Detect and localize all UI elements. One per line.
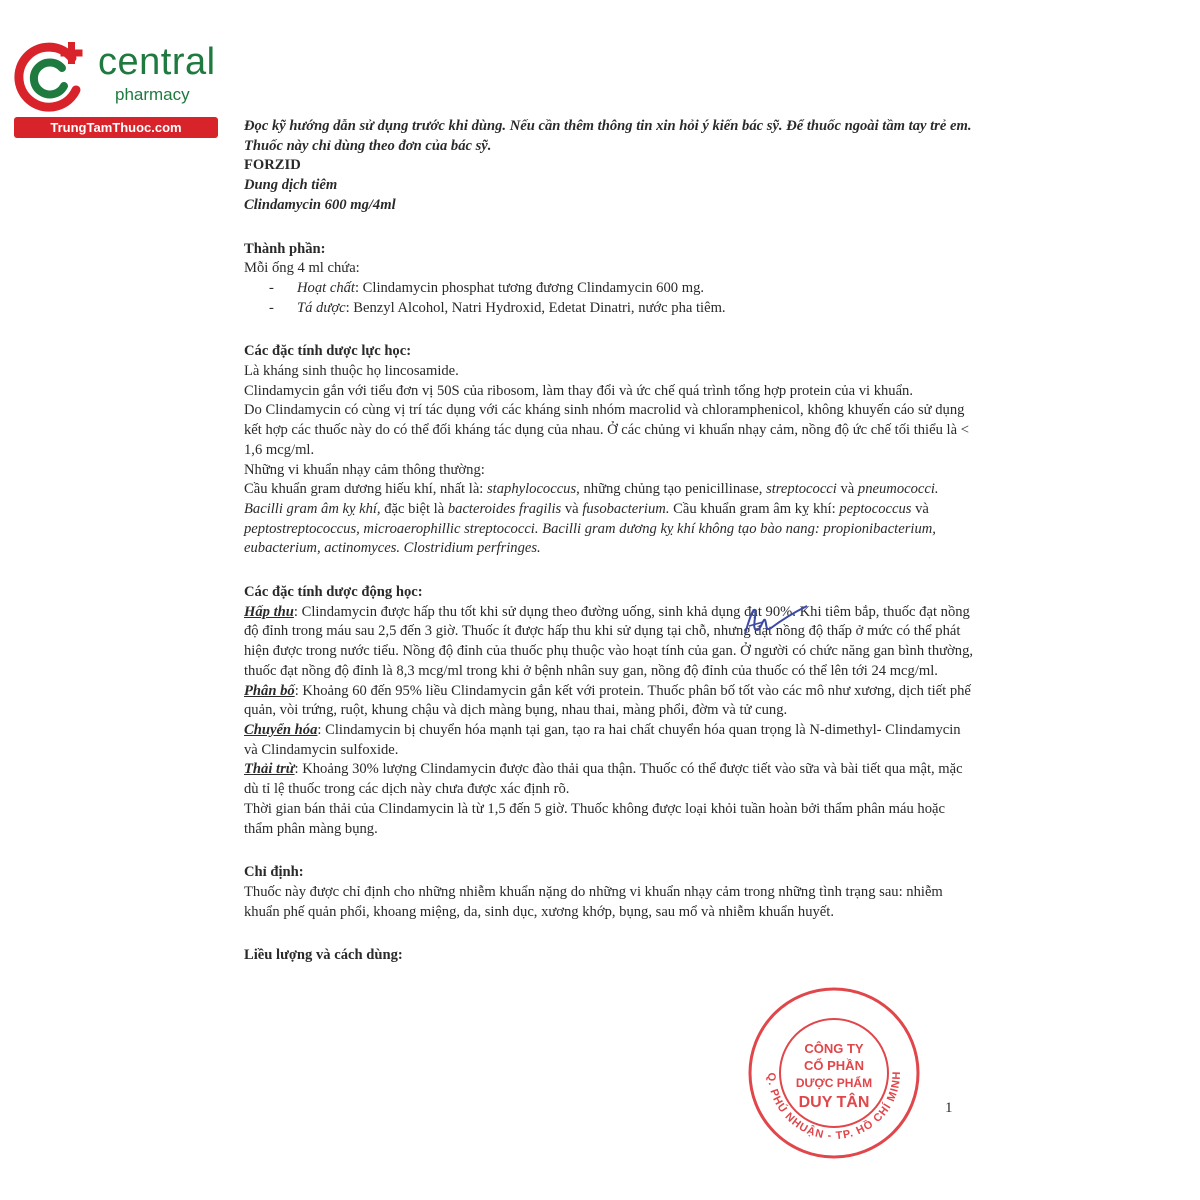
pd-paragraph: Clindamycin gắn với tiểu đơn vị 50S của ribosom, làm thay đổi và ức chế quá trình tổng hợp protein của vi khuẩn. [244, 382, 914, 399]
pd-italic: peptococcus [839, 500, 912, 517]
pd-text: , những chủng tạo penicillinase, [576, 481, 767, 498]
pd-text: Cầu khuẩn gram dương hiếu khí, nhất là: [244, 481, 487, 498]
brand-sub: pharmacy [115, 85, 190, 104]
pharmacy-logo-icon [10, 38, 90, 118]
pd-text: và [911, 500, 929, 517]
composition-text: : Clindamycin phosphat tương đương Clindamycin 600 mg. [354, 279, 705, 296]
composition-item [269, 299, 974, 319]
pd-text: đặc biệt là [380, 500, 448, 517]
composition-item [269, 279, 974, 299]
pk-label: Chuyển hóa [244, 721, 318, 738]
pd-italic: streptococci [766, 481, 837, 498]
pk-metabolism [244, 721, 974, 760]
dosage-heading: Liều lượng và cách dùng: [244, 947, 403, 964]
pk-text: : Khoảng 60 đến 95% liều Clindamycin gắn kết với protein. Thuốc phân bố tốt vào các mô như xương, dịch tiết phế quản, vòi trứng, ruột, khung chậu và dịch màng bụng, nhau thai, màng phổi, đờm và tử cung. [244, 682, 971, 719]
product-strength: Clindamycin 600 mg/4ml [244, 196, 396, 213]
document-body [244, 117, 974, 966]
page-number: 1 [945, 1100, 953, 1116]
pd-italic: bacteroides fragilis [447, 500, 562, 517]
pk-elimination [244, 760, 974, 799]
pd-text: và [561, 500, 583, 517]
composition-list [244, 279, 974, 318]
composition-label: Hoạt chất [297, 279, 355, 296]
pd-italic: fusobacterium. [582, 500, 670, 517]
composition-heading: Thành phần: [244, 240, 326, 257]
pharmacokinetics-heading: Các đặc tính dược động học: [244, 584, 423, 601]
pk-text: : Clindamycin được hấp thu tốt khi sử dụng theo đường uống, sinh khả dụng đạt 90%. Khi tiêm bắp, thuốc đạt nồng độ đỉnh trong máu sau 2,5 đến 3 giờ. Thuốc ít được hấp thu khi sử dụng tại chỗ, nhưng đạt nồng độ thấp ở mức có thể phát hiện được trong nước tiểu. Nồng độ đỉnh của thuốc phụ thuộc vào hoạt tính của gan. Ở người có chức năng gan bình thường, thuốc đạt nồng độ đỉnh là 8,3 mcg/ml trong khi ở bệnh nhân suy gan, nồng độ đỉnh của thuốc có thể lên tới 24 mcg/ml. [244, 603, 974, 679]
pk-text: : Khoảng 30% lượng Clindamycin được đào thải qua thận. Thuốc có thể được tiết vào sữa và bài tiết qua mật, mặc dù tỉ lệ thuốc trong các dịch này chưa được xác định rõ. [244, 761, 963, 798]
usage-warning: Đọc kỹ hướng dẫn sử dụng trước khi dùng. Nếu cần thêm thông tin xin hỏi ý kiến bác sỹ. Để thuốc ngoài tầm tay trẻ em. Thuốc này chỉ dùng theo đơn của bác sỹ. [244, 118, 972, 154]
stamp-line: CỔ PHẦN [804, 1058, 864, 1073]
pd-paragraph: Là kháng sinh thuộc họ lincosamide. [244, 363, 459, 380]
pk-label: Hấp thu [244, 603, 294, 620]
pd-italic: peptostreptococcus, microaerophillic streptococci. Bacilli gram dương kỵ khí không tạo bào nang: propionibacterium, eubacterium, actinomyces. Clostridium perfringes. [244, 520, 936, 557]
company-stamp-icon [746, 985, 922, 1161]
pk-label: Thải trừ [244, 761, 295, 778]
pk-halflife: Thời gian bán thải của Clindamycin là từ 1,5 đến 5 giờ. Thuốc không được loại khỏi tuần hoàn bởi thẩm phân máu hoặc thẩm phân màng bụng. [244, 800, 945, 837]
pd-text: và [836, 481, 858, 498]
composition-intro: Mỗi ống 4 ml chứa: [244, 260, 360, 277]
product-name: FORZID [244, 157, 301, 174]
pd-paragraph: Do Clindamycin có cùng vị trí tác dụng với các kháng sinh nhóm macrolid và chloramphenicol, không khuyến cáo sử dụng kết hợp các thuốc này do có thể đối kháng tác dụng của nhau. Ở các chủng vi khuẩn nhạy cảm, nồng độ ức chế tối thiểu là < 1,6 mcg/ml. [244, 402, 969, 458]
pharmacodynamics-heading: Các đặc tính dược lực học: [244, 343, 412, 360]
signature-icon [735, 600, 815, 642]
brand-logo [10, 38, 215, 138]
pk-absorption [244, 603, 974, 682]
pk-text: : Clindamycin bị chuyển hóa mạnh tại gan, tạo ra hai chất chuyển hóa quan trọng là N-dimethyl- Clindamycin và Clindamycin sulfoxide. [244, 721, 961, 758]
pk-distribution [244, 682, 974, 721]
pd-italic: staphylococcus [487, 481, 577, 498]
composition-label: Tá dược [297, 299, 346, 316]
stamp-ring-text: Q. PHÚ NHUẬN - TP. HỒ CHÍ MINH [764, 1070, 904, 1143]
stamp-line: CÔNG TY [804, 1041, 864, 1056]
composition-text: : Benzyl Alcohol, Natri Hydroxid, Edetat Dinatri, nước pha tiêm. [345, 299, 726, 316]
pd-text: Cầu khuẩn gram âm kỵ khí: [669, 500, 840, 517]
product-form: Dung dịch tiêm [244, 177, 338, 194]
indications-text: Thuốc này được chỉ định cho những nhiễm khuẩn nặng do những vi khuẩn nhạy cảm trong những tình trạng sau: nhiễm khuẩn phế quản phổi, khoang miệng, da, sinh dục, xương khớp, bụng, sau mổ và nhiễm khuẩn huyết. [244, 883, 943, 920]
indications-heading: Chỉ định: [244, 864, 304, 881]
brand-name: central [98, 41, 216, 83]
pd-italic: pneumococci. Bacilli gram âm kỵ khí, [244, 481, 939, 517]
stamp-line: DUY TÂN [798, 1094, 870, 1111]
stamp-line: DƯỢC PHẨM [795, 1076, 873, 1090]
pk-label: Phân bố [244, 682, 295, 699]
pd-paragraph: Những vi khuẩn nhạy cảm thông thường: [244, 461, 485, 478]
pd-bacteria [244, 480, 974, 559]
brand-url: TrungTamThuoc.com [14, 117, 218, 138]
